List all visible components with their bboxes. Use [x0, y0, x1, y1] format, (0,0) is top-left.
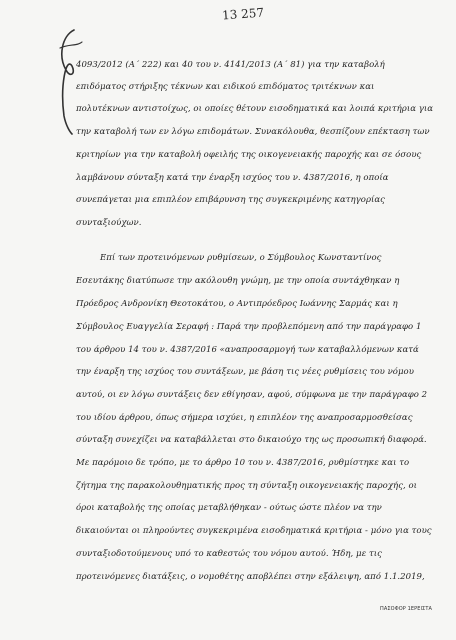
text-line: αυτού, οι εν λόγω συντάξεις δεν εθίγησαν, αφού, σύμφωνα με την παράγραφο 2 [76, 390, 428, 400]
text-line: Πρόεδρος Ανδρονίκη Θεοτοκάτου, ο Αντιπρόεδρος Ιωάννης Σαρμάς και η [76, 299, 398, 309]
text-line: την καταβολή των εν λόγω επιδομάτων. Συνακόλουθα, θεσπίζουν επέκταση των [76, 127, 430, 137]
text-line: λαμβάνουν σύνταξη κατά την έναρξη ισχύος του ν. 4387/2016, η οποία [76, 173, 389, 183]
text-line: 4093/2012 (Α΄ 222) και 40 του ν. 4141/2013 (Α΄ 81) για την καταβολή [76, 60, 385, 70]
text-line: συνταξιούχων. [76, 218, 142, 228]
text-line: επιδόματος στήριξης τέκνων και ειδικού επιδόματος τριτέκνων και [76, 82, 375, 92]
text-line: ζήτημα της παρακολουθηματικής προς τη σύνταξη οικογενειακής παροχής, οι [76, 481, 418, 491]
text-line: προτεινόμενες διατάξεις, ο νομοθέτης αποβλέπει στην εξάλειψη, από 1.1.2019, [76, 572, 425, 582]
text-line: σύνταξη συνεχίζει να καταβάλλεται στο δικαιούχο της ως προσωπική διαφορά. [76, 435, 427, 445]
text-line: συνεπάγεται μια επιπλέον επιβάρυνση της συγκεκριμένης κατηγορίας [76, 195, 385, 205]
text-line: όροι καταβολής της οποίας μεταβλήθηκαν - ούτως ώστε πλέον να την [76, 503, 382, 513]
text-line: του ιδίου άρθρου, όπως σήμερα ισχύει, η επιπλέον της αναπροσαρμοσθείσας [76, 413, 413, 423]
text-line: Σύμβουλος Ευαγγελία Σεραφή : Παρά την προβλεπόμενη από την παράγραφο 1 [76, 322, 422, 332]
text-line: πολυτέκνων αντιστοίχως, οι οποίες θέτουν εισοδηματικά και λοιπά κριτήρια για [76, 104, 434, 114]
footer-stamp: ΠΑΣΟΦΟΡ 1ΕΡΕΙΣΤΑ [380, 606, 432, 612]
text-line: Επί των προτεινόμενων ρυθμίσεων, ο Σύμβουλος Κωνσταντίνος [100, 253, 382, 263]
text-line: Με παρόμοιο δε τρόπο, με το άρθρο 10 του ν. 4387/2016, ρυθμίστηκε και το [76, 458, 410, 468]
text-line: την έναρξη της ισχύος του συντάξεων, με βάση τις νέες ρυθμίσεις του νόμου [76, 367, 414, 377]
text-line: δικαιούνται οι πληρούντες συγκεκριμένα εισοδηματικά κριτήρια - μόνο για τους [76, 526, 432, 536]
handwritten-mark [52, 26, 86, 136]
text-line: Εσευτάκης διατύπωσε την ακόλουθη γνώμη, με την οποία συντάχθηκαν η [76, 276, 400, 286]
text-line: κριτηρίων για την καταβολή οφειλής της οικογενειακής παροχής και σε όσους [76, 150, 422, 160]
text-line: του άρθρου 14 του ν. 4387/2016 «αναπροσαρμογή των καταβαλλόμενων κατά [76, 345, 419, 355]
page-number: 13 257 [221, 5, 265, 23]
text-line: συνταξιοδοτούμενους υπό το καθεστώς του νόμου αυτού. Ήδη, με τις [76, 549, 382, 559]
